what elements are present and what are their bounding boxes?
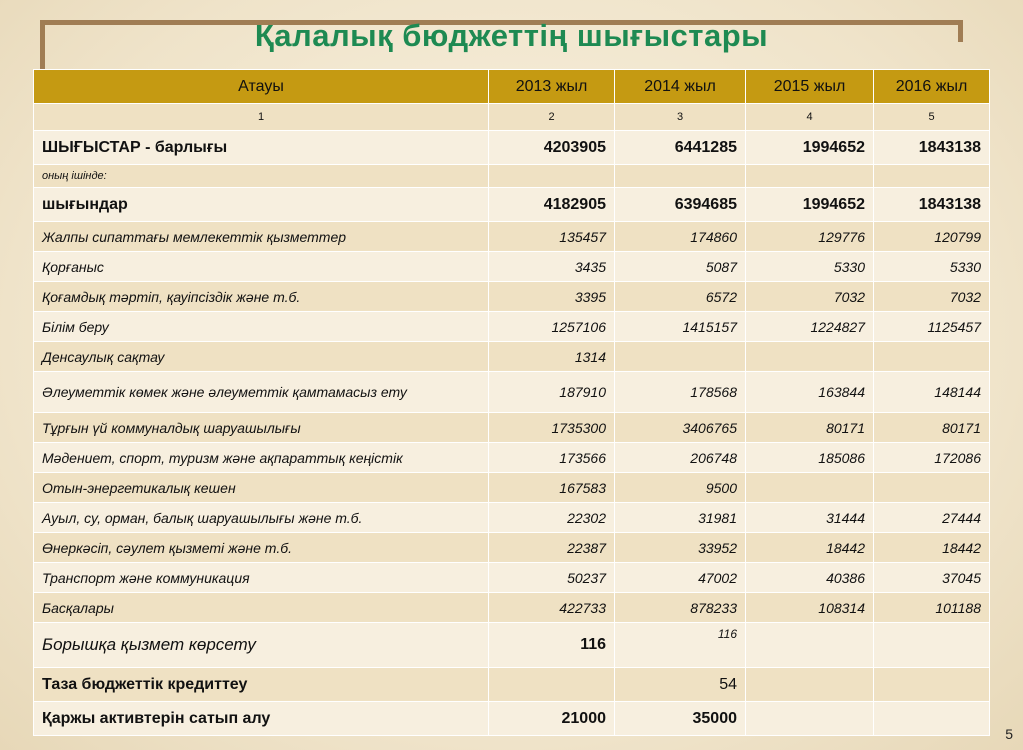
header-2016: 2016 жыл (874, 70, 990, 104)
header-name: Атауы (34, 70, 489, 104)
cell-2015: 163844 (746, 372, 874, 413)
row-label: Өнеркәсіп, сәулет қызметі және т.б. (34, 533, 489, 563)
cell-2014: 878233 (615, 593, 746, 623)
cell-2014: 31981 (615, 503, 746, 533)
row-label: Жалпы сипаттағы мемлекеттік қызметтер (34, 222, 489, 252)
cell-2014: 5087 (615, 252, 746, 282)
cell-2014 (615, 165, 746, 188)
cell-2013: 187910 (489, 372, 615, 413)
cell-2016: 37045 (874, 563, 990, 593)
cell-2016: 80171 (874, 413, 990, 443)
cell-2014: 6394685 (615, 188, 746, 222)
table-row (34, 473, 990, 503)
cell-2015: 1994652 (746, 131, 874, 165)
cell-2013 (489, 668, 615, 702)
cell-2015 (746, 623, 874, 668)
cell-2014: 33952 (615, 533, 746, 563)
row-label: Тұрғын үй коммуналдық шаруашылығы (34, 413, 489, 443)
cell-2015: 80171 (746, 413, 874, 443)
cell-2013: 135457 (489, 222, 615, 252)
cell-2014: 9500 (615, 473, 746, 503)
row-label: Ауыл, су, орман, балық шаруашылығы және т.б. (34, 503, 489, 533)
row-label: Әлеуметтік көмек және әлеуметтік қамтамасыз ету (34, 372, 489, 413)
cell-2013: 50237 (489, 563, 615, 593)
cell-2016 (874, 623, 990, 668)
cell-2016: 1843138 (874, 188, 990, 222)
table-row (34, 533, 990, 563)
cell-2013: 21000 (489, 702, 615, 736)
cell-2014: 206748 (615, 443, 746, 473)
page-title: Қалалық бюджеттің шығыстары (254, 18, 769, 53)
cell-2016: 120799 (874, 222, 990, 252)
cell-2014: 3406765 (615, 413, 746, 443)
cell-2013: 1314 (489, 342, 615, 372)
cell-2014: 174860 (615, 222, 746, 252)
header-row (34, 70, 990, 104)
cell-2015 (746, 702, 874, 736)
cell-2015: 185086 (746, 443, 874, 473)
header-2015: 2015 жыл (746, 70, 874, 104)
table-row (34, 188, 990, 222)
cell-2014: 35000 (615, 702, 746, 736)
row-label: Борышқа қызмет көрсету (34, 623, 489, 668)
row-label: Қорғаныс (34, 252, 489, 282)
cell-2014: 1415157 (615, 312, 746, 342)
cell-2015 (746, 165, 874, 188)
cell-2016 (874, 702, 990, 736)
table-row (34, 623, 990, 668)
cell-2014: 6441285 (615, 131, 746, 165)
cell-2015: 31444 (746, 503, 874, 533)
cell-2014: 116 (615, 623, 746, 668)
row-label: Таза бюджеттік кредиттеу (34, 668, 489, 702)
cell-2013: 116 (489, 623, 615, 668)
cell-2015: 129776 (746, 222, 874, 252)
header-2014: 2014 жыл (615, 70, 746, 104)
table-row (34, 563, 990, 593)
row-label: Мәдениет, спорт, туризм және ақпараттық кеңістік (34, 443, 489, 473)
row-label: Білім беру (34, 312, 489, 342)
table-row (34, 443, 990, 473)
cell-2013 (489, 165, 615, 188)
table-row (34, 668, 990, 702)
cell-2016: 1125457 (874, 312, 990, 342)
table-row (34, 131, 990, 165)
cell-2015: 18442 (746, 533, 874, 563)
index-cell: 3 (615, 104, 746, 131)
cell-2013: 173566 (489, 443, 615, 473)
table-row (34, 342, 990, 372)
cell-2016: 1843138 (874, 131, 990, 165)
cell-2014: 178568 (615, 372, 746, 413)
cell-2013: 3395 (489, 282, 615, 312)
cell-2016 (874, 165, 990, 188)
cell-2016 (874, 668, 990, 702)
table-row (34, 222, 990, 252)
index-cell: 5 (874, 104, 990, 131)
cell-2015 (746, 473, 874, 503)
row-label: Транспорт және коммуникация (34, 563, 489, 593)
table-row (34, 372, 990, 413)
index-row (34, 104, 990, 131)
cell-2015: 1224827 (746, 312, 874, 342)
row-label: ШЫҒЫСТАР - барлығы (34, 131, 489, 165)
cell-2013: 422733 (489, 593, 615, 623)
cell-2013: 3435 (489, 252, 615, 282)
cell-2016: 27444 (874, 503, 990, 533)
cell-2014 (615, 342, 746, 372)
cell-2013: 1735300 (489, 413, 615, 443)
cell-2015 (746, 342, 874, 372)
row-label: Денсаулық сақтау (34, 342, 489, 372)
table-row (34, 282, 990, 312)
cell-2015: 7032 (746, 282, 874, 312)
cell-2015: 40386 (746, 563, 874, 593)
cell-2015: 108314 (746, 593, 874, 623)
table-row (34, 252, 990, 282)
row-label: шығындар (34, 188, 489, 222)
cell-2015: 5330 (746, 252, 874, 282)
cell-2015 (746, 668, 874, 702)
cell-2013: 22387 (489, 533, 615, 563)
table-row (34, 312, 990, 342)
cell-2013: 1257106 (489, 312, 615, 342)
cell-2013: 4182905 (489, 188, 615, 222)
index-cell: 2 (489, 104, 615, 131)
row-label: оның ішінде: (34, 165, 489, 188)
cell-2013: 22302 (489, 503, 615, 533)
cell-2016: 148144 (874, 372, 990, 413)
cell-2016: 7032 (874, 282, 990, 312)
cell-2016 (874, 342, 990, 372)
table-row (34, 593, 990, 623)
cell-2016: 5330 (874, 252, 990, 282)
row-label: Басқалары (34, 593, 489, 623)
cell-2014: 54 (615, 668, 746, 702)
cell-2013: 167583 (489, 473, 615, 503)
table-row (34, 503, 990, 533)
row-label: Отын-энергетикалық кешен (34, 473, 489, 503)
cell-2016: 18442 (874, 533, 990, 563)
index-cell: 4 (746, 104, 874, 131)
table-row (34, 702, 990, 736)
budget-table (33, 69, 990, 736)
cell-2016: 101188 (874, 593, 990, 623)
header-2013: 2013 жыл (489, 70, 615, 104)
row-label: Қоғамдық тәртіп, қауіпсіздік және т.б. (34, 282, 489, 312)
cell-2016: 172086 (874, 443, 990, 473)
cell-2014: 6572 (615, 282, 746, 312)
cell-2014: 47002 (615, 563, 746, 593)
index-cell: 1 (34, 104, 489, 131)
cell-2016 (874, 473, 990, 503)
cell-2015: 1994652 (746, 188, 874, 222)
table-row (34, 413, 990, 443)
table-row (34, 165, 990, 188)
cell-2013: 4203905 (489, 131, 615, 165)
page-number: 5 (1005, 726, 1013, 742)
row-label: Қаржы активтерін сатып алу (34, 702, 489, 736)
